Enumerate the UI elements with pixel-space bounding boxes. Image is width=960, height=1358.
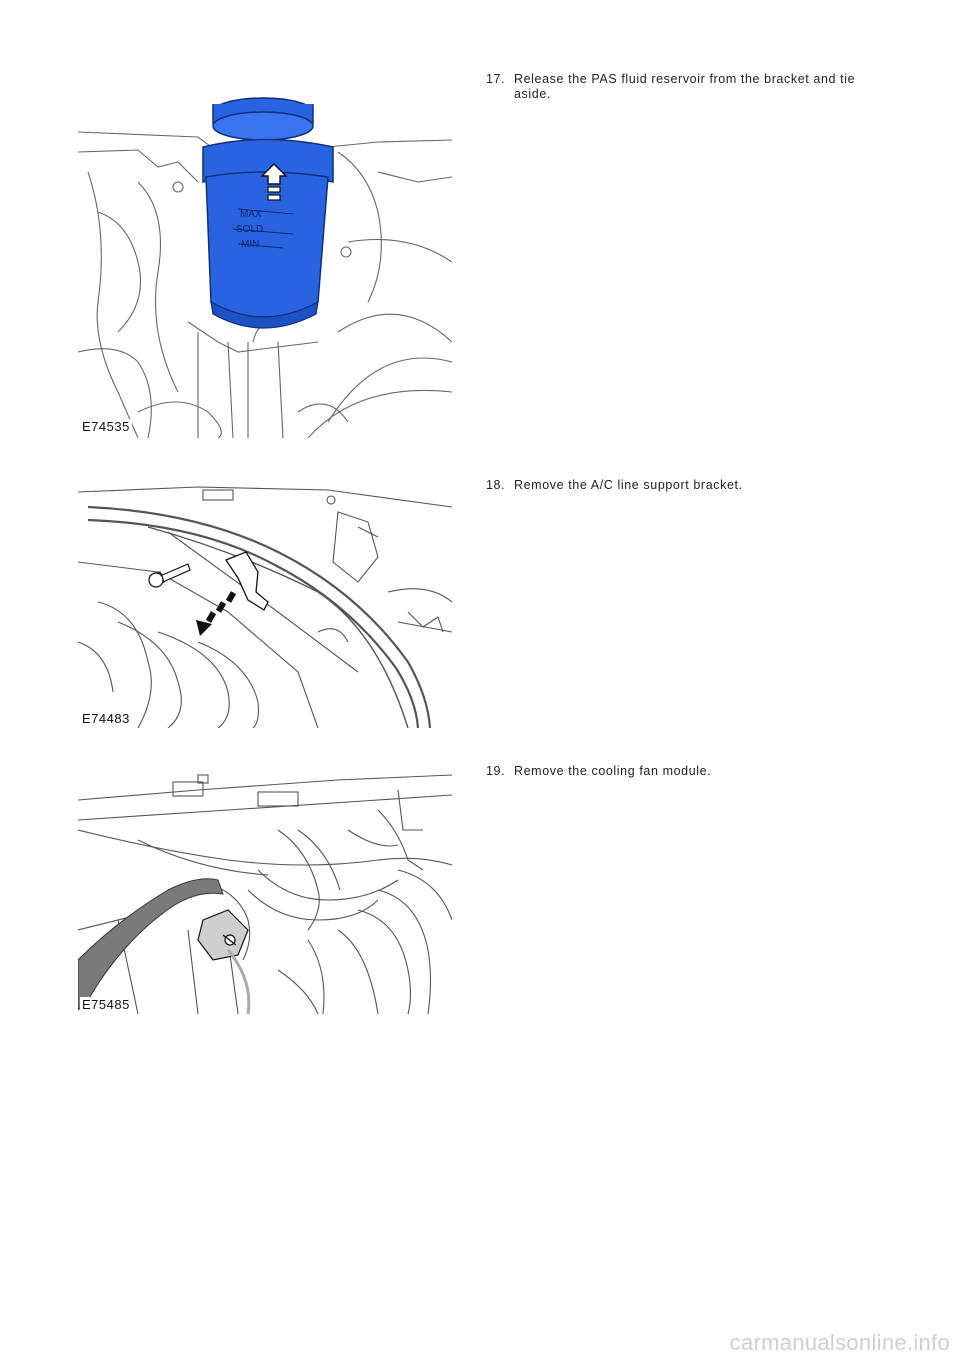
figure-id: E75485 xyxy=(82,997,130,1012)
figure-ac-line-bracket xyxy=(78,482,452,728)
pas-fluid-reservoir xyxy=(203,98,333,328)
fan-connector xyxy=(198,910,248,960)
step-number: 18. xyxy=(486,478,506,492)
bolt-icon xyxy=(149,564,190,587)
cooling-fan-module-illustration xyxy=(78,770,452,1014)
reservoir-min-label: MIN xyxy=(241,239,260,250)
step-text: Remove the cooling fan module. xyxy=(514,764,712,778)
ac-bracket xyxy=(226,552,268,610)
pas-reservoir-illustration xyxy=(78,92,452,438)
step-number: 19. xyxy=(486,764,506,778)
watermark: carmanualsonline.info xyxy=(729,1330,950,1355)
step-number: 17. xyxy=(486,72,506,86)
step-text: Remove the A/C line support bracket. xyxy=(514,478,743,492)
reservoir-max-label: MAX xyxy=(240,209,262,220)
figure-id: E74483 xyxy=(82,711,130,726)
ac-line-bracket-illustration xyxy=(78,482,452,728)
figure-id: E74535 xyxy=(82,419,130,434)
reservoir-sold-label: SOLD xyxy=(236,224,264,235)
figure-cooling-fan-module xyxy=(78,770,452,1014)
step-text: Release the PAS fluid reservoir from the bracket and tie aside. xyxy=(514,72,856,101)
figure-pas-reservoir xyxy=(78,92,452,438)
